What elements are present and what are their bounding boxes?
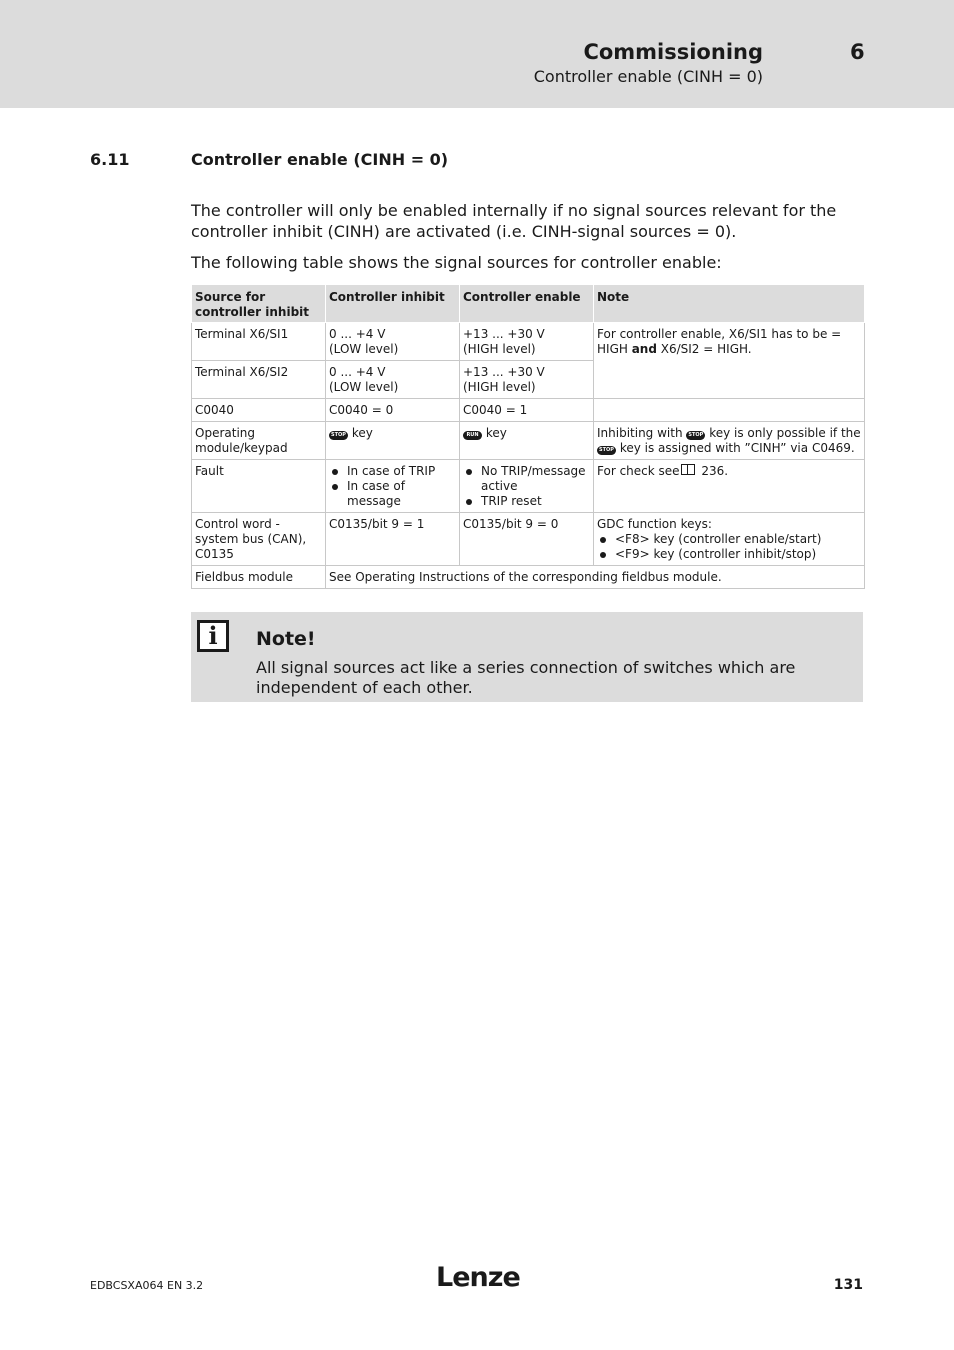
- cell-text: (HIGH level): [463, 342, 536, 356]
- table-header-row: [192, 285, 865, 323]
- header-source: Source for controller inhibit: [192, 285, 326, 323]
- cell-source: Fieldbus module: [192, 566, 326, 589]
- table-row: [192, 460, 865, 513]
- cell-note: [594, 422, 865, 460]
- cell-source: Fault: [192, 460, 326, 513]
- cell-inhibit: [326, 361, 460, 399]
- stop-key-icon: STOP: [597, 446, 616, 455]
- cell-text: (LOW level): [329, 380, 399, 394]
- cell-text: key is only possible if the: [705, 426, 861, 440]
- cell-note: [594, 399, 865, 422]
- cell-inhibit: [326, 323, 460, 361]
- chapter-title: Commissioning: [583, 40, 763, 64]
- cell-enable: C0135/bit 9 = 0: [460, 513, 594, 566]
- chapter-subtitle: Controller enable (CINH = 0): [533, 67, 763, 86]
- intro-paragraph: The controller will only be enabled internally if no signal sources relevant for the controller inhibit (CINH) are activated (i.e. CINH-signal sources = 0).: [191, 201, 837, 241]
- list-item: <F9> key (controller inhibit/stop): [597, 547, 861, 562]
- header-note: Note: [594, 285, 865, 323]
- note-title: Note!: [256, 628, 316, 650]
- table-row: [192, 566, 865, 589]
- cell-inhibit: C0135/bit 9 = 1: [326, 513, 460, 566]
- cell-text: For controller enable, X6/SI1 has to be = HIGH: [597, 327, 842, 356]
- cell-text: For check see: [597, 464, 680, 478]
- cell-inhibit: [326, 422, 460, 460]
- cell-text: (HIGH level): [463, 380, 536, 394]
- cell-bold-text: and: [631, 342, 657, 356]
- list-item: TRIP reset: [463, 494, 590, 509]
- cell-text: key: [348, 426, 373, 440]
- cell-enable: [460, 323, 594, 361]
- run-key-icon: RUN: [463, 431, 482, 440]
- table-row: [192, 422, 865, 460]
- cell-text: +13 ... +30 V: [463, 365, 545, 379]
- lenze-logo: Lenze: [436, 1262, 520, 1293]
- cell-enable: C0040 = 1: [460, 399, 594, 422]
- list-item: No TRIP/message active: [463, 464, 590, 494]
- footer-document-id: EDBCSXA064 EN 3.2: [90, 1279, 204, 1292]
- cell-text: (LOW level): [329, 342, 399, 356]
- cell-text: key is assigned with ”CINH” via C0469.: [616, 441, 855, 455]
- cell-text: GDC function keys:: [597, 517, 712, 531]
- stop-key-icon: STOP: [329, 431, 348, 440]
- table-row: [192, 399, 865, 422]
- cell-source: Control word - system bus (CAN), C0135: [192, 513, 326, 566]
- list-item: In case of message: [329, 479, 456, 509]
- cell-text: X6/SI2 = HIGH.: [656, 342, 752, 356]
- cell-source: Operating module/keypad: [192, 422, 326, 460]
- cell-enable: [460, 422, 594, 460]
- cell-enable: [460, 361, 594, 399]
- list-item: In case of TRIP: [329, 464, 456, 479]
- table-row: [192, 323, 865, 361]
- page-reference[interactable]: 236.: [697, 464, 729, 478]
- stop-key-icon: STOP: [686, 431, 705, 440]
- info-icon: i: [197, 620, 229, 652]
- table-row: [192, 513, 865, 566]
- cell-source: Terminal X6/SI2: [192, 361, 326, 399]
- cell-inhibit: C0040 = 0: [326, 399, 460, 422]
- cell-source: C0040: [192, 399, 326, 422]
- header-enable: Controller enable: [460, 285, 594, 323]
- bullet-list: [329, 464, 456, 509]
- section-number: 6.11: [90, 150, 130, 169]
- book-reference-icon: [681, 464, 695, 475]
- bullet-list: [597, 532, 861, 562]
- cell-text: 0 ... +4 V: [329, 365, 386, 379]
- cell-text: Inhibiting with: [597, 426, 687, 440]
- page-number: 131: [833, 1277, 863, 1293]
- bullet-list: [463, 464, 590, 509]
- cell-note: [594, 513, 865, 566]
- note-box: [191, 612, 863, 702]
- cell-enable: [460, 460, 594, 513]
- note-text: All signal sources act like a series connection of switches which are independent of each other.: [256, 658, 796, 697]
- header-inhibit: Controller inhibit: [326, 285, 460, 323]
- section-title: Controller enable (CINH = 0): [191, 150, 449, 169]
- list-item: <F8> key (controller enable/start): [597, 532, 861, 547]
- table-intro: The following table shows the signal sources for controller enable:: [191, 253, 722, 272]
- cell-note: [594, 460, 865, 513]
- cell-source: Terminal X6/SI1: [192, 323, 326, 361]
- cell-note: [594, 323, 865, 399]
- cell-text: key: [482, 426, 507, 440]
- cell-inhibit: [326, 460, 460, 513]
- cell-text: 0 ... +4 V: [329, 327, 386, 341]
- chapter-number: 6: [850, 40, 865, 64]
- cell-fieldbus-note: See Operating Instructions of the corresponding fieldbus module.: [326, 566, 865, 589]
- header-band: [0, 0, 954, 108]
- cell-text: +13 ... +30 V: [463, 327, 545, 341]
- signal-sources-table: [191, 284, 865, 589]
